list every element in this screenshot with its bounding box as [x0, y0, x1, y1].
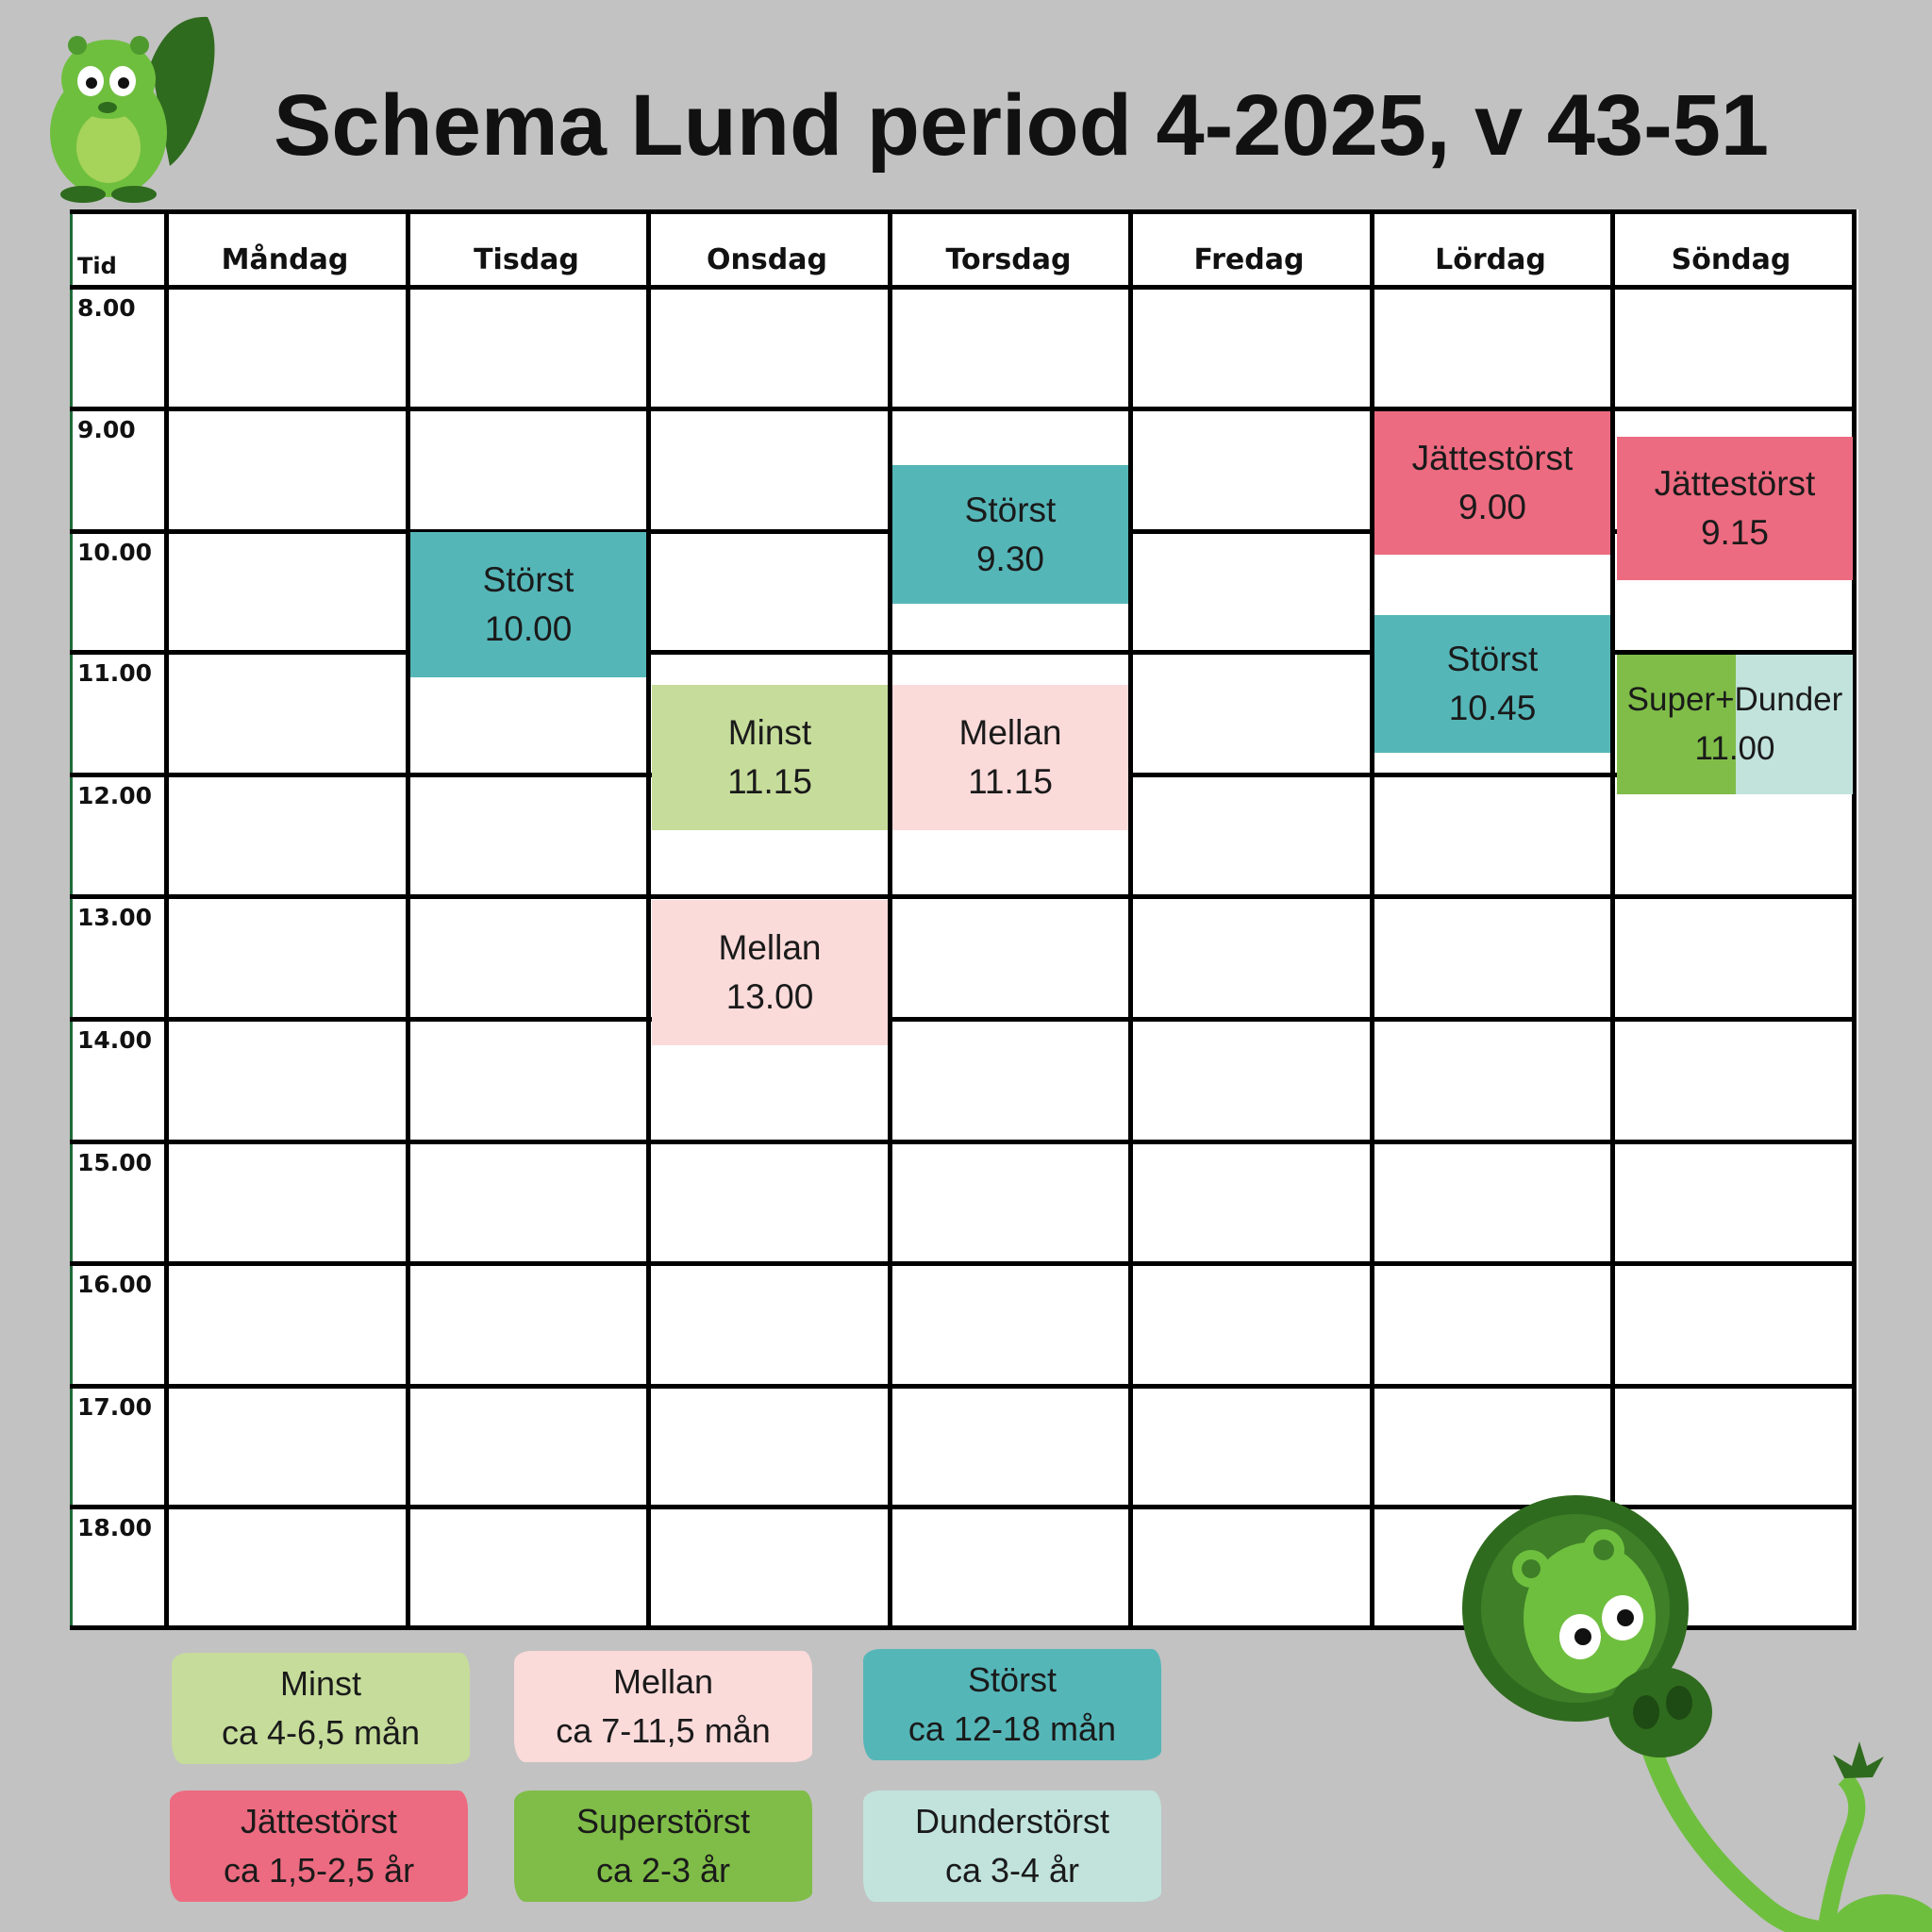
event-group: Super+Dunder — [1626, 681, 1843, 718]
grid-line — [70, 285, 1857, 290]
time-label: 12.00 — [77, 782, 153, 809]
legend-name: Minst — [279, 1664, 361, 1703]
event-time: 9.30 — [975, 539, 1044, 578]
legend-name: Mellan — [612, 1662, 714, 1701]
legend-minst — [172, 1653, 470, 1764]
event-group: Störst — [964, 490, 1057, 529]
legend-storst — [863, 1649, 1161, 1760]
event-storst-tisdag[interactable] — [410, 532, 646, 677]
day-header-lordag: Lördag — [1435, 243, 1546, 276]
time-label: 14.00 — [77, 1026, 153, 1054]
legend-name: Störst — [967, 1660, 1058, 1699]
legend-jattestorst — [170, 1790, 468, 1902]
event-jattestorst-lordag[interactable] — [1374, 411, 1610, 555]
event-time: 13.00 — [725, 977, 814, 1016]
lion-mascot-icon — [1457, 1495, 1932, 1932]
legend-age: ca 3-4 år — [944, 1851, 1080, 1890]
event-time: 9.15 — [1700, 513, 1769, 552]
legend-name: Superstörst — [575, 1802, 751, 1840]
grid-line — [888, 209, 892, 1630]
time-label: 16.00 — [77, 1271, 153, 1298]
event-super-dunder-sondag[interactable] — [1617, 655, 1853, 794]
day-header-torsdag: Torsdag — [945, 243, 1072, 276]
beaver-mascot-icon — [28, 6, 226, 204]
day-header-mandag: Måndag — [221, 243, 349, 276]
grid-line — [1128, 209, 1133, 1630]
schedule-table — [70, 209, 1858, 1630]
event-time: 11.00 — [1694, 730, 1775, 767]
event-group: Mellan — [958, 713, 1062, 752]
event-time: 10.45 — [1448, 689, 1537, 727]
grid-line — [1610, 209, 1615, 1630]
event-storst-lordag[interactable] — [1374, 615, 1610, 753]
grid-line — [70, 1261, 1857, 1266]
day-header-sondag: Söndag — [1671, 243, 1791, 276]
event-time: 9.00 — [1457, 488, 1526, 526]
legend-mellan — [514, 1651, 812, 1762]
day-header-onsdag: Onsdag — [707, 243, 827, 276]
time-label: 17.00 — [77, 1393, 153, 1421]
event-group: Störst — [1446, 640, 1539, 678]
legend-name: Jättestörst — [240, 1802, 398, 1840]
event-time: 10.00 — [484, 609, 573, 648]
grid-line — [70, 1384, 1857, 1389]
day-header-tisdag: Tisdag — [474, 243, 579, 276]
legend-superstorst — [514, 1790, 812, 1902]
legend-age: ca 12-18 mån — [908, 1709, 1117, 1748]
event-jattestorst-sondag[interactable] — [1617, 437, 1853, 580]
event-group: Minst — [727, 713, 812, 752]
grid-line — [164, 209, 169, 1630]
time-label: 9.00 — [77, 416, 136, 443]
time-label: 15.00 — [77, 1149, 153, 1176]
event-group: Mellan — [718, 928, 822, 967]
grid-line — [70, 1140, 1857, 1144]
time-column-header: Tid — [77, 253, 117, 279]
event-group: Störst — [482, 560, 575, 599]
grid-line — [1852, 209, 1857, 1630]
time-label: 13.00 — [77, 904, 153, 931]
page-title: Schema Lund period 4-2025, v 43-51 — [274, 77, 1770, 174]
time-label: 10.00 — [77, 539, 153, 566]
time-label: 11.00 — [77, 659, 153, 687]
time-label: 18.00 — [77, 1514, 153, 1541]
event-minst-onsdag[interactable] — [652, 685, 888, 830]
grid-line — [70, 209, 73, 1630]
event-mellan-torsdag[interactable] — [892, 685, 1128, 830]
grid-line — [70, 1017, 1857, 1022]
event-mellan-onsdag[interactable] — [652, 900, 888, 1045]
event-group: Jättestörst — [1654, 464, 1816, 503]
time-label: 8.00 — [77, 294, 136, 322]
legend-name: Dunderstörst — [914, 1802, 1110, 1840]
event-storst-torsdag[interactable] — [892, 465, 1128, 604]
legend-age: ca 2-3 år — [595, 1851, 731, 1890]
day-header-fredag: Fredag — [1193, 243, 1305, 276]
legend-age: ca 1,5-2,5 år — [223, 1851, 415, 1890]
grid-line — [70, 209, 1857, 214]
legend-dunderstorst — [863, 1790, 1161, 1902]
legend-age: ca 4-6,5 mån — [221, 1713, 421, 1752]
grid-line — [406, 209, 410, 1630]
event-time: 11.15 — [968, 762, 1053, 801]
grid-line — [70, 894, 1857, 899]
event-time: 11.15 — [727, 762, 812, 801]
legend-age: ca 7-11,5 mån — [556, 1711, 771, 1750]
event-group: Jättestörst — [1411, 439, 1574, 477]
grid-line — [646, 209, 651, 1630]
